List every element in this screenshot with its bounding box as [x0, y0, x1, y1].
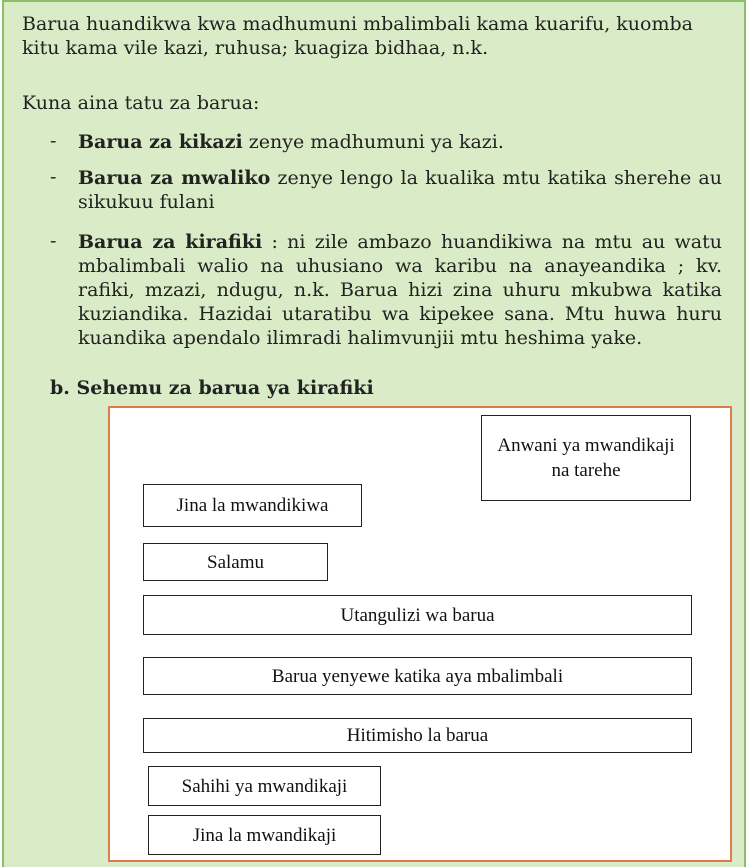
- recipient-box: Jina la mwandikiwa: [143, 484, 362, 527]
- bullet: -: [50, 166, 57, 188]
- writer-name-box: Jina la mwandikaji: [148, 815, 381, 855]
- introduction-box: Utangulizi wa barua: [143, 595, 692, 635]
- list-item-kirafiki: [78, 230, 722, 350]
- body-box: Barua yenyewe katika aya mbalimbali: [143, 657, 692, 695]
- list-item-title: Barua za kikazi: [78, 131, 243, 153]
- bullet: -: [50, 130, 57, 152]
- bullet: -: [50, 230, 57, 252]
- intro-paragraph: Barua huandikwa kwa madhumuni mbalimbali kama kuarifu, kuomba kitu kama vile kazi, ruhusa; kuagiza bidhaa, n.k.: [22, 13, 693, 59]
- list-item-title: Barua za mwaliko: [78, 167, 271, 189]
- list-item-text: zenye lengo la kualika mtu katika sherehe au sikukuu fulani: [78, 167, 722, 213]
- signature-box: Sahihi ya mwandikaji: [148, 766, 381, 806]
- list-item-text: : ni zile ambazo huandikiwa na mtu au watu mbalimbali walio na uhusiano wa karibu na anayeandika ; kv. rafiki, mzazi, ndugu, n.k. Barua hizi zina uhuru mkubwa katika kuziandika. Hazidai utaratibu wa kipekee sana. Mtu huwa huru kuandika apendalo ilimradi halimvunjii mtu heshima yake.: [78, 231, 722, 349]
- greeting-box: Salamu: [143, 543, 328, 581]
- list-item-text: zenye madhumuni ya kazi.: [242, 131, 504, 153]
- address-box: Anwani ya mwandikaji na tarehe: [481, 415, 691, 501]
- list-item-title: Barua za kirafiki: [78, 231, 263, 253]
- section-heading: b. Sehemu za barua ya kirafiki: [50, 377, 374, 399]
- list-item-kikazi: [78, 130, 722, 154]
- list-item-mwaliko: [78, 166, 722, 214]
- types-intro: Kuna aina tatu za barua:: [22, 92, 260, 114]
- letter-parts-diagram: [108, 406, 732, 862]
- conclusion-box: Hitimisho la barua: [143, 718, 692, 753]
